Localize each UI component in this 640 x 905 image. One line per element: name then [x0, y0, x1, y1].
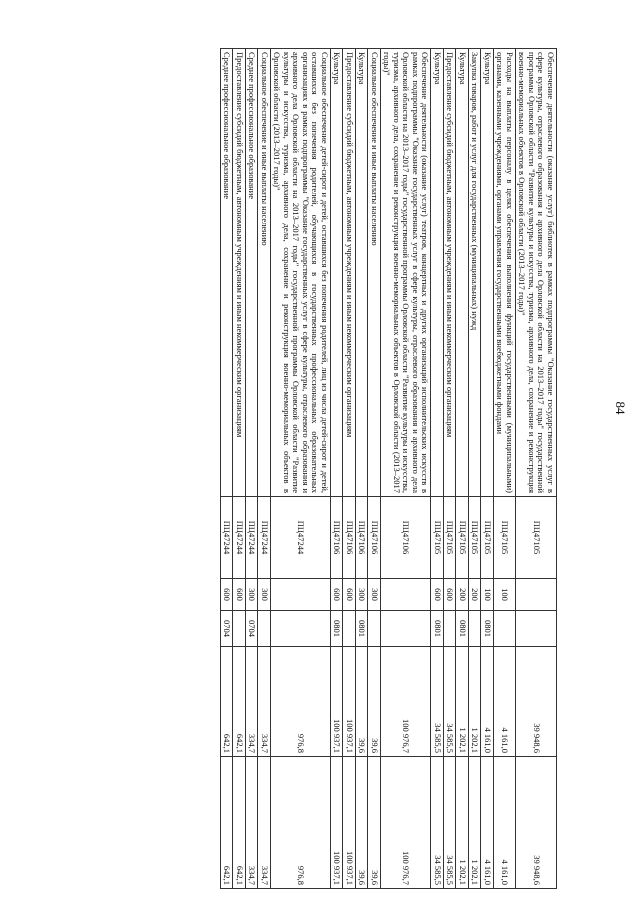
row-amount: 34 585,5 [431, 647, 444, 757]
row-expense-type: 600 [343, 579, 356, 611]
row-amount: 39,6 [368, 647, 381, 757]
rotated-page [29, 48, 557, 888]
row-section: 0801 [431, 611, 444, 647]
row-amount-total: 334,7 [245, 757, 258, 889]
row-section [515, 611, 556, 647]
table-row [443, 49, 456, 889]
row-code: ПЦ47105 [443, 497, 456, 579]
row-amount: 100 937,1 [330, 647, 343, 757]
row-name: Предоставление субсидий бюджетным, автономным учреждениям и иным некоммерческим организациям [443, 49, 456, 497]
row-expense-type: 200 [468, 579, 481, 611]
row-amount: 4 161,0 [493, 647, 515, 757]
row-code: ПЦ47106 [343, 497, 356, 579]
row-amount: 39 948,6 [515, 647, 556, 757]
table-row [233, 49, 246, 889]
page-number: 84 [613, 401, 628, 415]
row-section [233, 611, 246, 647]
row-code: ПЦ47106 [380, 497, 431, 579]
row-expense-type: 600 [330, 579, 343, 611]
row-name: Обеспечение деятельности (оказание услуг) библиотек в рамках подпрограммы "Оказание государственных услуг в сфере культуры, отраслевого образования и архивного дела Орловской области на 2013–2017 годы" государственной программы Орловской области "Развитие культуры и искусства, туризма, архивного дела, сохранение и реконструкция военно-мемориальных объектов в Орловской области (2013–2017 годы)" [515, 49, 556, 497]
row-section [380, 611, 431, 647]
row-code: ПЦ47244 [245, 497, 258, 579]
row-section [258, 611, 271, 647]
table-row [468, 49, 481, 889]
row-name: Среднее профессиональное образование [220, 49, 233, 497]
row-expense-type [515, 579, 556, 611]
row-code: ПЦ47244 [233, 497, 246, 579]
row-amount: 334,7 [245, 647, 258, 757]
row-amount-total: 100 976,7 [380, 757, 431, 889]
row-name: Предоставление субсидий бюджетным, автономным учреждениям и иным некоммерческим организациям [343, 49, 356, 497]
row-amount: 100 976,7 [380, 647, 431, 757]
table-row [258, 49, 271, 889]
row-section [270, 611, 330, 647]
table-row [493, 49, 515, 889]
row-name: Предоставление субсидий бюджетным, автономным учреждениям и иным некоммерческим организациям [233, 49, 246, 497]
row-code: ПЦ47105 [456, 497, 469, 579]
row-amount-total: 1 202,1 [456, 757, 469, 889]
row-amount: 4 161,0 [481, 647, 494, 757]
row-section: 0704 [245, 611, 258, 647]
row-amount-total: 100 937,1 [330, 757, 343, 889]
row-code: ПЦ47105 [431, 497, 444, 579]
row-section [493, 611, 515, 647]
row-section: 0801 [481, 611, 494, 647]
row-code: ПЦ47106 [368, 497, 381, 579]
row-amount-total: 642,1 [220, 757, 233, 889]
row-expense-type: 200 [456, 579, 469, 611]
table-row [515, 49, 556, 889]
row-section [468, 611, 481, 647]
table-row [220, 49, 233, 889]
row-expense-type: 100 [481, 579, 494, 611]
row-name: Среднее профессиональное образование [245, 49, 258, 497]
row-amount: 642,1 [220, 647, 233, 757]
row-section: 0801 [330, 611, 343, 647]
row-amount-total: 4 161,0 [481, 757, 494, 889]
row-code: ПЦ47106 [355, 497, 368, 579]
row-amount-total: 34 585,5 [443, 757, 456, 889]
row-amount-total: 100 937,1 [343, 757, 356, 889]
row-section: 0704 [220, 611, 233, 647]
row-name: Культура [431, 49, 444, 497]
row-expense-type: 300 [355, 579, 368, 611]
row-expense-type [380, 579, 431, 611]
row-amount-total: 642,1 [233, 757, 246, 889]
table-row [330, 49, 343, 889]
row-amount-total: 976,8 [270, 757, 330, 889]
row-expense-type: 600 [431, 579, 444, 611]
table-row [270, 49, 330, 889]
table-row [343, 49, 356, 889]
row-amount: 39,6 [355, 647, 368, 757]
row-amount-total: 334,7 [258, 757, 271, 889]
table-row [368, 49, 381, 889]
row-code: ПЦ47244 [270, 497, 330, 579]
row-code: ПЦ47105 [493, 497, 515, 579]
row-name: Культура [456, 49, 469, 497]
row-name: Обеспечение деятельности (оказание услуг) театров, концертных и других организаций исполнительских искусств в рамках подпрограммы "Оказание государственных услуг в сфере культуры, отраслевого образования и архивного дела Орловской области на 2013–2017 годы" государственной программы Орловской области "Развитие культуры и искусства, туризма, архивного дела, сохранение и реконструкция военно-мемориальных объектов в Орловской области (2013–2017 годы)" [380, 49, 431, 497]
row-amount: 334,7 [258, 647, 271, 757]
row-expense-type: 300 [368, 579, 381, 611]
row-amount-total: 4 161,0 [493, 757, 515, 889]
row-name: Социальное обеспечение детей-сирот и детей, оставшихся без попечения родителей, лиц из числа детей-сирот и детей, оставшихся без попечения родителей, обучающихся в государственных профессиональных образовательных организациях в рамках подпрограммы "Оказание государственных услуг в сфере культуры, отраслевого образования и архивного дела Орловской области на 2013–2017 годы" государственной программы Орловской области "Развитие культуры и искусства, туризма, архивного дела, сохранение и реконструкция военно-мемориальных объектов в Орловской области (2013–2017 годы)" [270, 49, 330, 497]
table-row [380, 49, 431, 889]
row-name: Социальное обеспечение и иные выплаты населению [368, 49, 381, 497]
row-code: ПЦ47105 [515, 497, 556, 579]
row-expense-type: 300 [258, 579, 271, 611]
table-row [431, 49, 444, 889]
table-row [245, 49, 258, 889]
row-amount-total: 39,6 [368, 757, 381, 889]
table-row [355, 49, 368, 889]
row-expense-type: 300 [245, 579, 258, 611]
row-name: Культура [355, 49, 368, 497]
row-section [368, 611, 381, 647]
row-section: 0801 [355, 611, 368, 647]
row-amount: 1 202,1 [468, 647, 481, 757]
row-amount-total: 1 202,1 [468, 757, 481, 889]
row-amount-total: 34 585,5 [431, 757, 444, 889]
row-expense-type: 600 [443, 579, 456, 611]
row-code: ПЦ47244 [220, 497, 233, 579]
row-expense-type: 600 [220, 579, 233, 611]
row-expense-type: 100 [493, 579, 515, 611]
row-name: Расходы на выплаты персоналу в целях обеспечения выполнения функций государственными (муниципальными) органами, казенными учреждениями, органами управления государственными внебюджетными фондами [493, 49, 515, 497]
row-amount: 642,1 [233, 647, 246, 757]
row-amount: 976,8 [270, 647, 330, 757]
budget-table [220, 48, 557, 889]
row-expense-type: 600 [233, 579, 246, 611]
row-code: ПЦ47244 [258, 497, 271, 579]
row-name: Культура [330, 49, 343, 497]
row-amount-total: 39 948,6 [515, 757, 556, 889]
row-expense-type [270, 579, 330, 611]
row-name: Культура [481, 49, 494, 497]
budget-table-body [220, 49, 556, 889]
row-section [343, 611, 356, 647]
row-amount: 1 202,1 [456, 647, 469, 757]
row-code: ПЦ47106 [330, 497, 343, 579]
row-section: 0801 [456, 611, 469, 647]
row-amount-total: 39,6 [355, 757, 368, 889]
row-amount: 34 585,5 [443, 647, 456, 757]
row-code: ПЦ47105 [481, 497, 494, 579]
row-code: ПЦ47105 [468, 497, 481, 579]
row-amount: 100 937,1 [343, 647, 356, 757]
row-name: Социальное обеспечение и иные выплаты населению [258, 49, 271, 497]
table-row [481, 49, 494, 889]
row-name: Закупка товаров, работ и услуг для государственных (муниципальных) нужд [468, 49, 481, 497]
table-row [456, 49, 469, 889]
row-section [443, 611, 456, 647]
